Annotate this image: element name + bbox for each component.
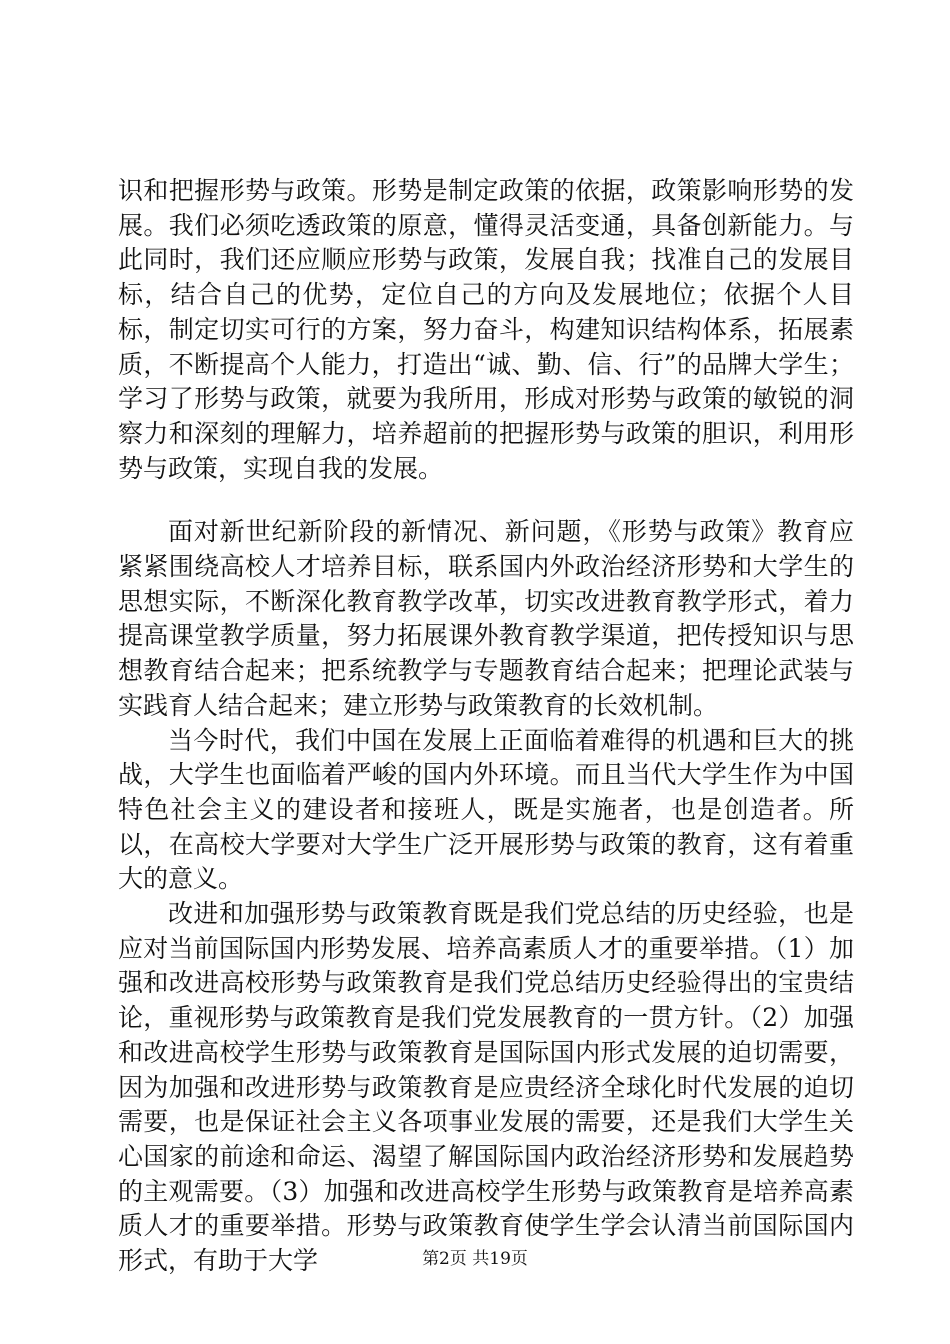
paragraph: 识和把握形势与政策。形势是制定政策的依据，政策影响形势的发展。我们必须吃透政策的原意，懂得灵活变通，具备创新能力。与此同时，我们还应顺应形势与政策，发展自我；找准自己的发展目标，结合自己的优势，定位自己的方向及发展地位；依据个人目标，制定切实可行的方案，努力奋斗，构建知识结构体系，拓展素质，不断提高个人能力，打造出“诚、勤、信、行”的品牌大学生；学习了形势与政策，就要为我所用，形成对形势与政策的敏锐的洞察力和深刻的理解力，培养超前的把握形势与政策的胆识，利用形势与政策，实现自我的发展。 [118, 176, 854, 483]
paragraph: 改进和加强形势与政策教育既是我们党总结的历史经验，也是应对当前国际国内形势发展、培养高素质人才的重要举措。（1）加强和改进高校形势与政策教育是我们党总结历史经验得出的宝贵结论，重视形势与政策教育是我们党发展教育的一贯方针。（2）加强和改进高校学生形势与政策教育是国际国内形式发展的迫切需要，因为加强和改进形势与政策教育是应贵经济全球化时代发展的迫切需要，也是保证社会主义各项事业发展的需要，还是我们大学生关心国家的前途和命运、渴望了解国际国内政治经济形势和发展趋势的主观需要。（3）加强和改进高校学生形势与政策教育是培养高素质人才的重要举措。形势与政策教育使学生学会认清当前国际国内形式，有助于大学 [118, 899, 854, 1276]
document-body [118, 174, 854, 1279]
paragraph: 当今时代，我们中国在发展上正面临着难得的机遇和巨大的挑战，大学生也面临着严峻的国内外环境。而且当代大学生作为中国特色社会主义的建设者和接班人，既是实施者，也是创造者。所以，在高校大学要对大学生广泛开展形势与政策的教育，这有着重大的意义。 [118, 725, 854, 894]
page-number-footer: 第2页 共19页 [422, 1249, 528, 1269]
paragraph: 面对新世纪新阶段的新情况、新问题，《形势与政策》教育应紧紧围绕高校人才培养目标，联系国内外政治经济形势和大学生的思想实际，不断深化教育教学改革，切实改进教育教学形式，着力提高课堂教学质量，努力拓展课外教育教学渠道，把传授知识与思想教育结合起来；把系统教学与专题教育结合起来；把理论武装与实践育人结合起来；建立形势与政策教育的长效机制。 [118, 517, 854, 720]
